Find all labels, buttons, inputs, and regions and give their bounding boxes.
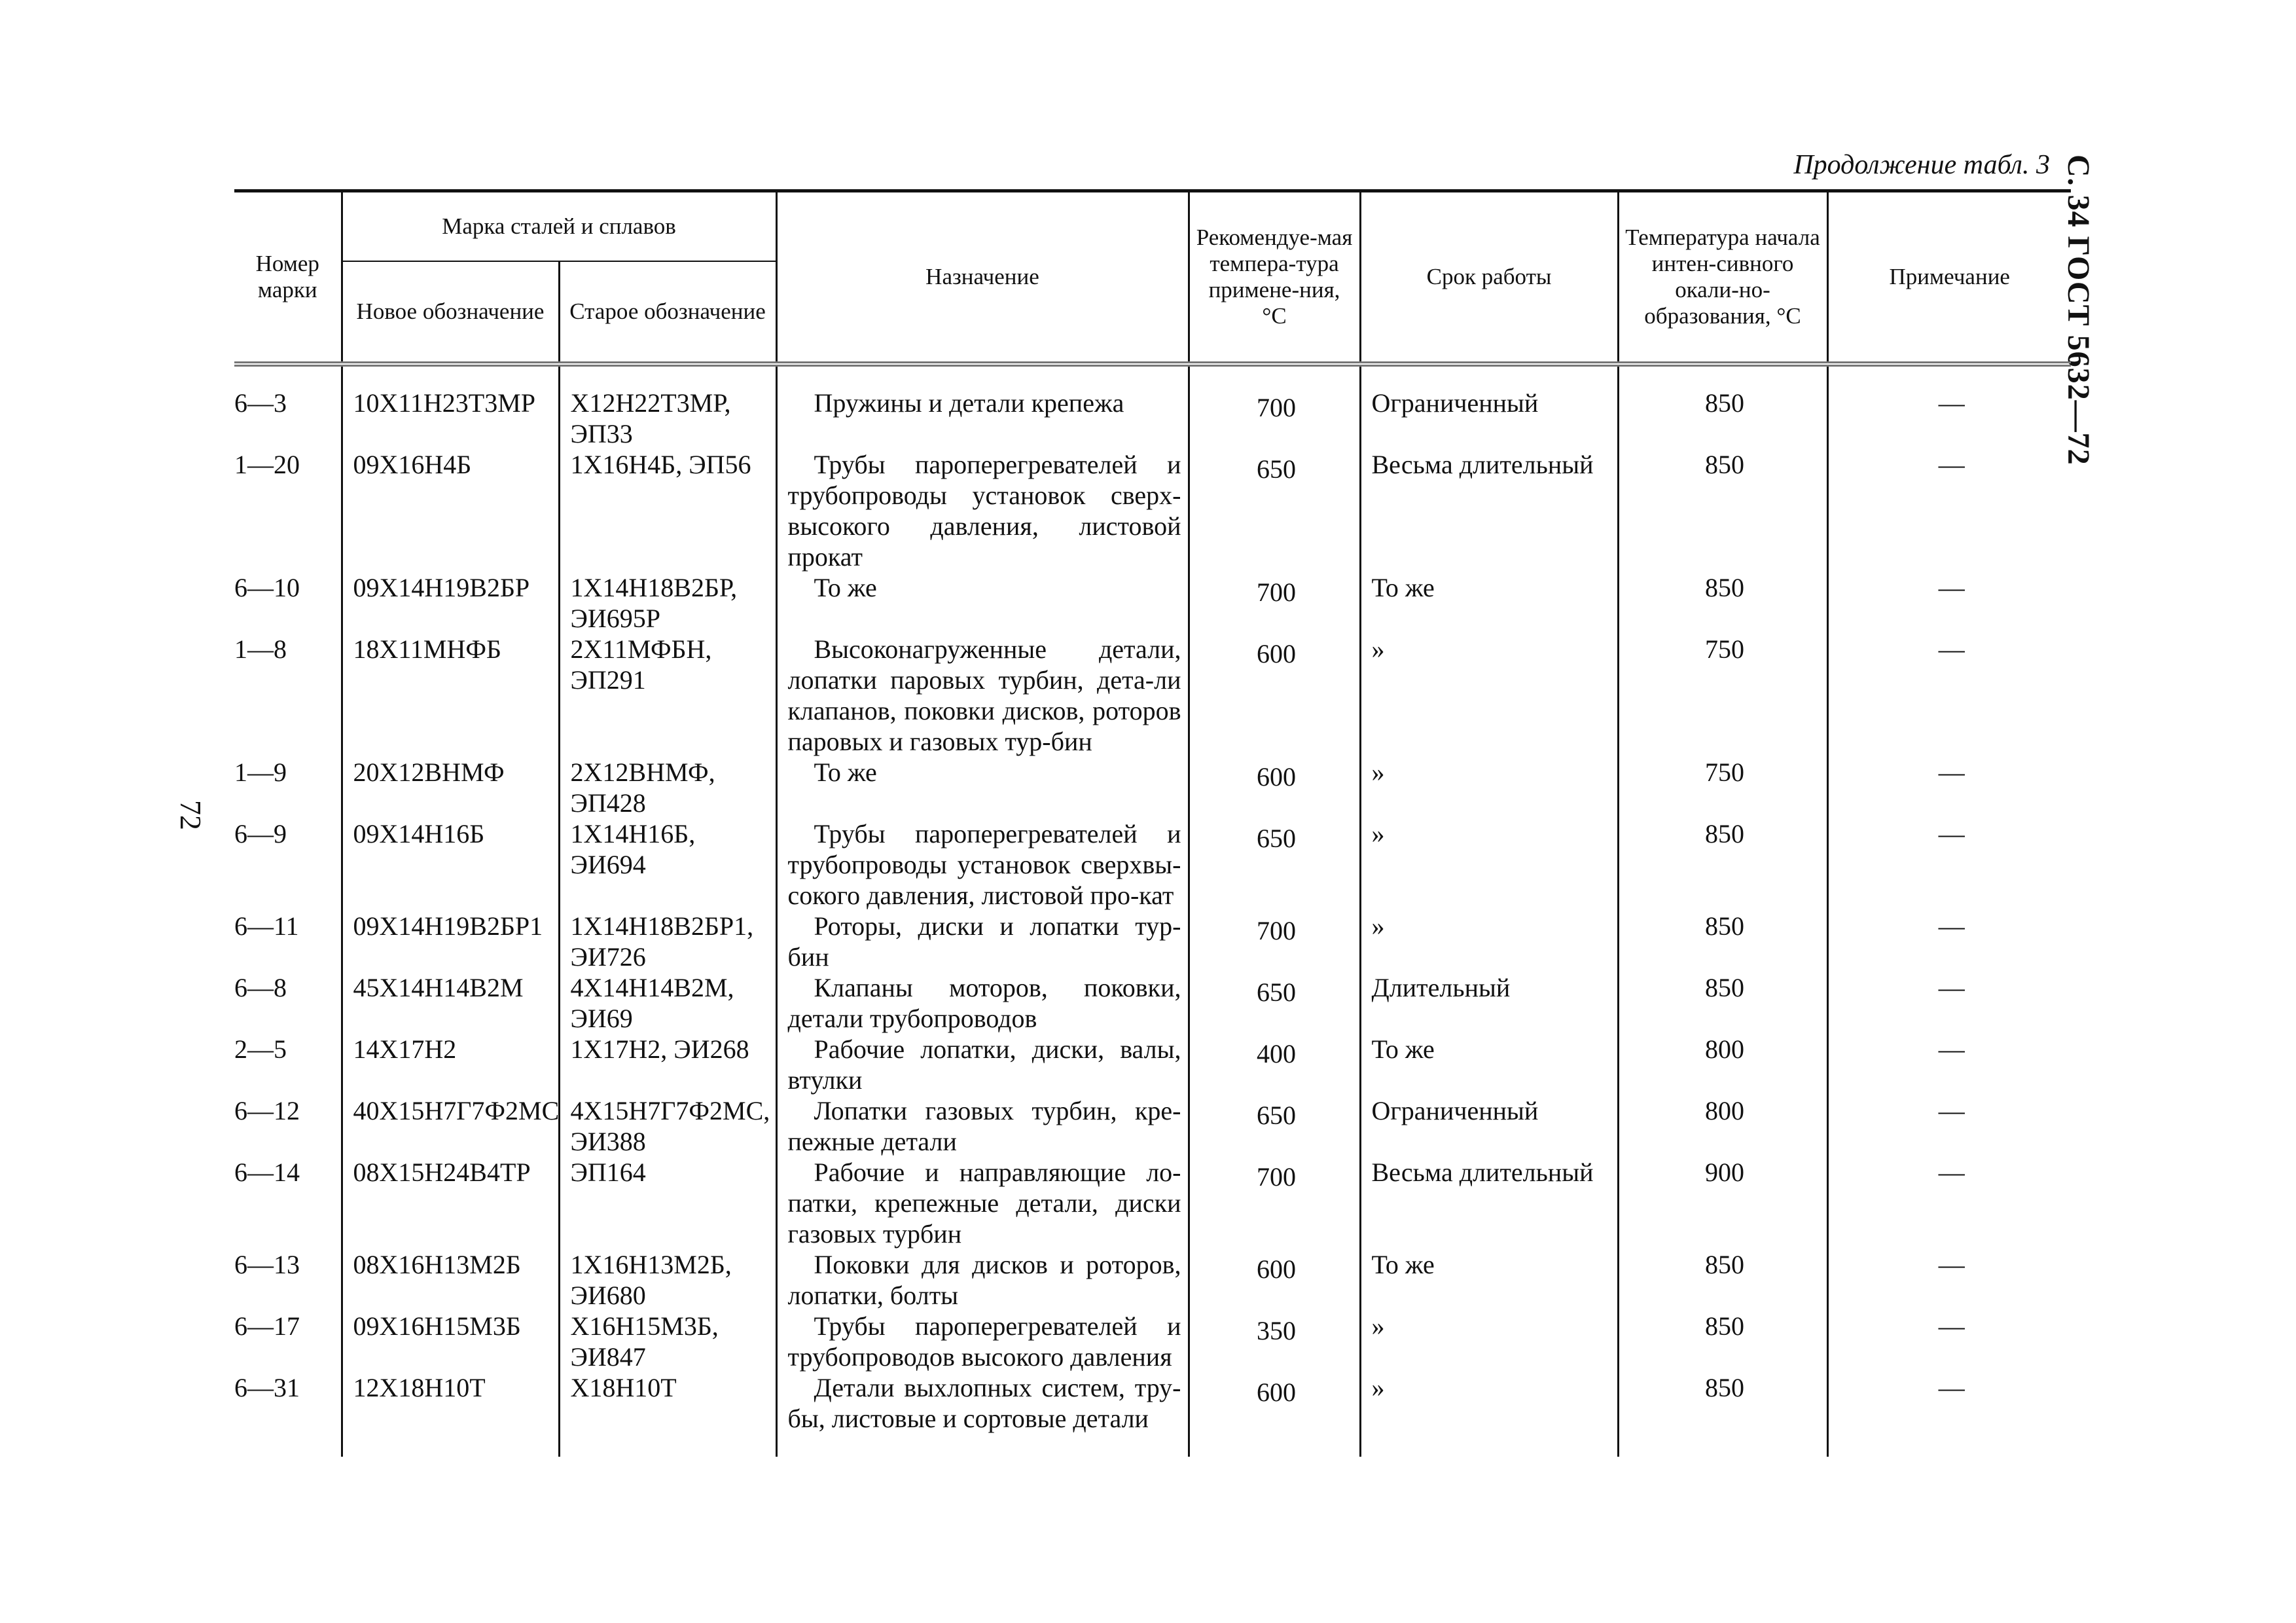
note-cell: —: [1827, 818, 2071, 911]
recommended-temp-cell: 650: [1189, 818, 1360, 911]
purpose-text: Рабочие и направляющие ло-патки, крепежные детали, диски газовых турбин: [787, 1158, 1181, 1249]
purpose-cell: [776, 572, 1189, 634]
old-designation-cell: 4Х15Н7Г7Ф2МС, ЭИ388: [559, 1095, 776, 1157]
service-life-cell: »: [1360, 757, 1618, 818]
oxidation-temp-cell: 850: [1618, 818, 1827, 911]
purpose-text: Трубы пароперегревателей и трубопроводы установок сверхвы-сокого давления, листовой про-кат: [787, 819, 1181, 910]
oxidation-temp-cell: 850: [1618, 1372, 1827, 1434]
row-number-cell: 6—10: [234, 573, 300, 602]
recommended-temp-cell: 350: [1189, 1311, 1360, 1372]
col-header-note: Примечание: [1827, 191, 2071, 365]
row-number-cell: 6—17: [234, 1311, 300, 1341]
oxidation-temp-cell: 850: [1618, 572, 1827, 634]
oxidation-temp-cell: 850: [1618, 364, 1827, 449]
purpose-cell: [776, 1249, 1189, 1311]
recommended-temp-cell: 600: [1189, 1249, 1360, 1311]
oxidation-temp-cell: 900: [1618, 1157, 1827, 1249]
row-number-cell: 6—8: [234, 973, 287, 1002]
old-designation-cell: 2Х12ВНМФ, ЭП428: [559, 757, 776, 818]
table-row: [234, 972, 2071, 1034]
col-header-oxidation-temp: Температура начала интен-сивного окали-но-образования, °С: [1618, 191, 1827, 365]
oxidation-temp-cell: 850: [1618, 449, 1827, 572]
new-designation-cell: 20Х12ВНМФ: [342, 757, 559, 818]
recommended-temp-cell: 700: [1189, 572, 1360, 634]
old-designation-cell: 1Х16Н13М2Б, ЭИ680: [559, 1249, 776, 1311]
table-bottom-spacer: [234, 1434, 2071, 1457]
recommended-temp-cell: 600: [1189, 757, 1360, 818]
table-row: [234, 364, 2071, 449]
purpose-cell: [776, 972, 1189, 1034]
table-row: [234, 911, 2071, 972]
purpose-text: То же: [814, 573, 877, 602]
note-cell: —: [1827, 1249, 2071, 1311]
purpose-cell: [776, 364, 1189, 449]
purpose-cell: [776, 1157, 1189, 1249]
service-life-cell: Ограниченный: [1360, 364, 1618, 449]
old-designation-cell: 1Х14Н16Б, ЭИ694: [559, 818, 776, 911]
new-designation-cell: 09Х16Н15М3Б: [342, 1311, 559, 1372]
table-row: [234, 572, 2071, 634]
purpose-text: Рабочие лопатки, диски, валы, втулки: [787, 1034, 1181, 1095]
col-header-recommended-temp: Рекомендуе-мая темпера-тура примене-ния, °С: [1189, 191, 1360, 365]
old-designation-cell: Х12Н22Т3МР, ЭП33: [559, 364, 776, 449]
recommended-temp-cell: 650: [1189, 1095, 1360, 1157]
table-row: [234, 1095, 2071, 1157]
service-life-cell: Весьма длительный: [1360, 1157, 1618, 1249]
spacer-cell: [776, 1434, 1189, 1457]
purpose-text: Лопатки газовых турбин, кре-пежные детали: [787, 1096, 1181, 1156]
purpose-cell: [776, 1311, 1189, 1372]
new-designation-cell: 08Х15Н24В4ТР: [342, 1157, 559, 1249]
note-cell: —: [1827, 1034, 2071, 1095]
old-designation-cell: ЭП164: [559, 1157, 776, 1249]
service-life-cell: Весьма длительный: [1360, 449, 1618, 572]
oxidation-temp-cell: 750: [1618, 634, 1827, 757]
note-cell: —: [1827, 634, 2071, 757]
service-life-cell: »: [1360, 911, 1618, 972]
old-designation-cell: Х18Н10Т: [559, 1372, 776, 1434]
spacer-cell: [559, 1434, 776, 1457]
row-number-cell: 2—5: [234, 1034, 287, 1064]
service-life-cell: То же: [1360, 1034, 1618, 1095]
row-number-cell: 1—20: [234, 450, 300, 479]
page-number: 72: [174, 800, 207, 830]
note-cell: —: [1827, 1157, 2071, 1249]
service-life-cell: То же: [1360, 572, 1618, 634]
new-designation-cell: 10Х11Н23Т3МР: [342, 364, 559, 449]
oxidation-temp-cell: 800: [1618, 1034, 1827, 1095]
standard-page-header: С. 34 ГОСТ 5632—72: [2061, 155, 2096, 465]
steel-grades-table: [234, 189, 2071, 1457]
table-row: [234, 1311, 2071, 1372]
spacer-cell: [1360, 1434, 1618, 1457]
purpose-text: Клапаны моторов, поковки, детали трубопроводов: [787, 973, 1181, 1033]
new-designation-cell: 40Х15Н7Г7Ф2МС: [342, 1095, 559, 1157]
recommended-temp-cell: 600: [1189, 1372, 1360, 1434]
recommended-temp-cell: 600: [1189, 634, 1360, 757]
old-designation-cell: 4Х14Н14В2М, ЭИ69: [559, 972, 776, 1034]
table-row: [234, 449, 2071, 572]
new-designation-cell: 09Х14Н16Б: [342, 818, 559, 911]
purpose-text: Трубы пароперегревателей и трубопроводов высокого давления: [787, 1311, 1181, 1372]
spacer-cell: [234, 1434, 342, 1457]
table-row: [234, 1157, 2071, 1249]
note-cell: —: [1827, 757, 2071, 818]
service-life-cell: »: [1360, 818, 1618, 911]
service-life-cell: Длительный: [1360, 972, 1618, 1034]
table-row: [234, 757, 2071, 818]
note-cell: —: [1827, 572, 2071, 634]
new-designation-cell: 09Х14Н19В2БР1: [342, 911, 559, 972]
row-number-cell: 6—3: [234, 364, 342, 449]
row-number-cell: 6—14: [234, 1158, 300, 1187]
table-row: [234, 1372, 2071, 1434]
row-number-cell: 1—9: [234, 757, 287, 787]
new-designation-cell: 45Х14Н14В2М: [342, 972, 559, 1034]
oxidation-temp-cell: 850: [1618, 1311, 1827, 1372]
recommended-temp-cell: 400: [1189, 1034, 1360, 1095]
recommended-temp-cell: 700: [1189, 911, 1360, 972]
table-row: [234, 634, 2071, 757]
col-header-number: Номер марки: [234, 191, 342, 365]
spacer-cell: [1618, 1434, 1827, 1457]
purpose-cell: [776, 449, 1189, 572]
spacer-cell: [1827, 1434, 2071, 1457]
table-row: [234, 1249, 2071, 1311]
note-cell: —: [1827, 911, 2071, 972]
note-cell: —: [1827, 449, 2071, 572]
new-designation-cell: 09Х14Н19В2БР: [342, 572, 559, 634]
new-designation-cell: 14Х17Н2: [342, 1034, 559, 1095]
recommended-temp-cell: 700: [1189, 1157, 1360, 1249]
new-designation-cell: 18Х11МНФБ: [342, 634, 559, 757]
spacer-cell: [1189, 1434, 1360, 1457]
spacer-cell: [342, 1434, 559, 1457]
row-number-cell: 6—31: [234, 1373, 300, 1402]
table-row: [234, 818, 2071, 911]
purpose-text: Высоконагруженные детали, лопатки паровых турбин, дета-ли клапанов, поковки дисков, роторов паровых и газовых тур-бин: [787, 634, 1181, 756]
purpose-cell: [776, 818, 1189, 911]
col-header-new-designation: Новое обозначение: [342, 261, 559, 364]
old-designation-cell: 1Х17Н2, ЭИ268: [559, 1034, 776, 1095]
col-header-purpose: Назначение: [776, 191, 1189, 365]
purpose-text: Поковки для дисков и роторов, лопатки, болты: [787, 1250, 1181, 1310]
recommended-temp-cell: 650: [1189, 972, 1360, 1034]
purpose-text: Роторы, диски и лопатки тур-бин: [787, 911, 1181, 972]
purpose-cell: [776, 911, 1189, 972]
continuation-title: Продолжение табл. 3: [1793, 150, 2050, 180]
row-number-cell: 6—12: [234, 1096, 300, 1125]
row-number-cell: 6—9: [234, 819, 287, 848]
service-life-cell: То же: [1360, 1249, 1618, 1311]
table-row: [234, 1034, 2071, 1095]
oxidation-temp-cell: 850: [1618, 972, 1827, 1034]
new-designation-cell: 09Х16Н4Б: [342, 449, 559, 572]
purpose-text: Трубы пароперегревателей и трубопроводы установок сверх-высокого давления, листовой прокат: [787, 450, 1181, 572]
service-life-cell: Ограниченный: [1360, 1095, 1618, 1157]
old-designation-cell: 1Х14Н18В2БР, ЭИ695Р: [559, 572, 776, 634]
old-designation-cell: Х16Н15М3Б, ЭИ847: [559, 1311, 776, 1372]
new-designation-cell: 08Х16Н13М2Б: [342, 1249, 559, 1311]
purpose-text: Детали выхлопных систем, тру-бы, листовые и сортовые детали: [787, 1373, 1181, 1433]
purpose-cell: [776, 1034, 1189, 1095]
old-designation-cell: 2Х11МФБН, ЭП291: [559, 634, 776, 757]
note-cell: —: [1827, 1095, 2071, 1157]
service-life-cell: »: [1360, 1372, 1618, 1434]
purpose-cell: [776, 1372, 1189, 1434]
row-number-cell: 1—8: [234, 634, 287, 664]
oxidation-temp-cell: 850: [1618, 911, 1827, 972]
note-cell: —: [1827, 364, 2071, 449]
oxidation-temp-cell: 850: [1618, 1249, 1827, 1311]
oxidation-temp-cell: 800: [1618, 1095, 1827, 1157]
recommended-temp-cell: 650: [1189, 449, 1360, 572]
oxidation-temp-cell: 750: [1618, 757, 1827, 818]
col-header-service-life: Срок работы: [1360, 191, 1618, 365]
old-designation-cell: 1Х16Н4Б, ЭП56: [559, 449, 776, 572]
purpose-cell: [776, 634, 1189, 757]
service-life-cell: »: [1360, 1311, 1618, 1372]
col-header-old-designation: Старое обозначение: [559, 261, 776, 364]
note-cell: —: [1827, 1311, 2071, 1372]
purpose-text: Пружины и детали крепежа: [814, 388, 1124, 418]
purpose-cell: [776, 1095, 1189, 1157]
note-cell: —: [1827, 1372, 2071, 1434]
purpose-text: То же: [814, 757, 877, 787]
note-cell: —: [1827, 972, 2071, 1034]
purpose-cell: [776, 757, 1189, 818]
row-number-cell: 6—11: [234, 911, 299, 941]
service-life-cell: »: [1360, 634, 1618, 757]
col-header-grade-group: Марка сталей и сплавов: [342, 191, 776, 262]
recommended-temp-cell: 700: [1189, 364, 1360, 449]
new-designation-cell: 12Х18Н10Т: [342, 1372, 559, 1434]
old-designation-cell: 1Х14Н18В2БР1, ЭИ726: [559, 911, 776, 972]
row-number-cell: 6—13: [234, 1250, 300, 1279]
